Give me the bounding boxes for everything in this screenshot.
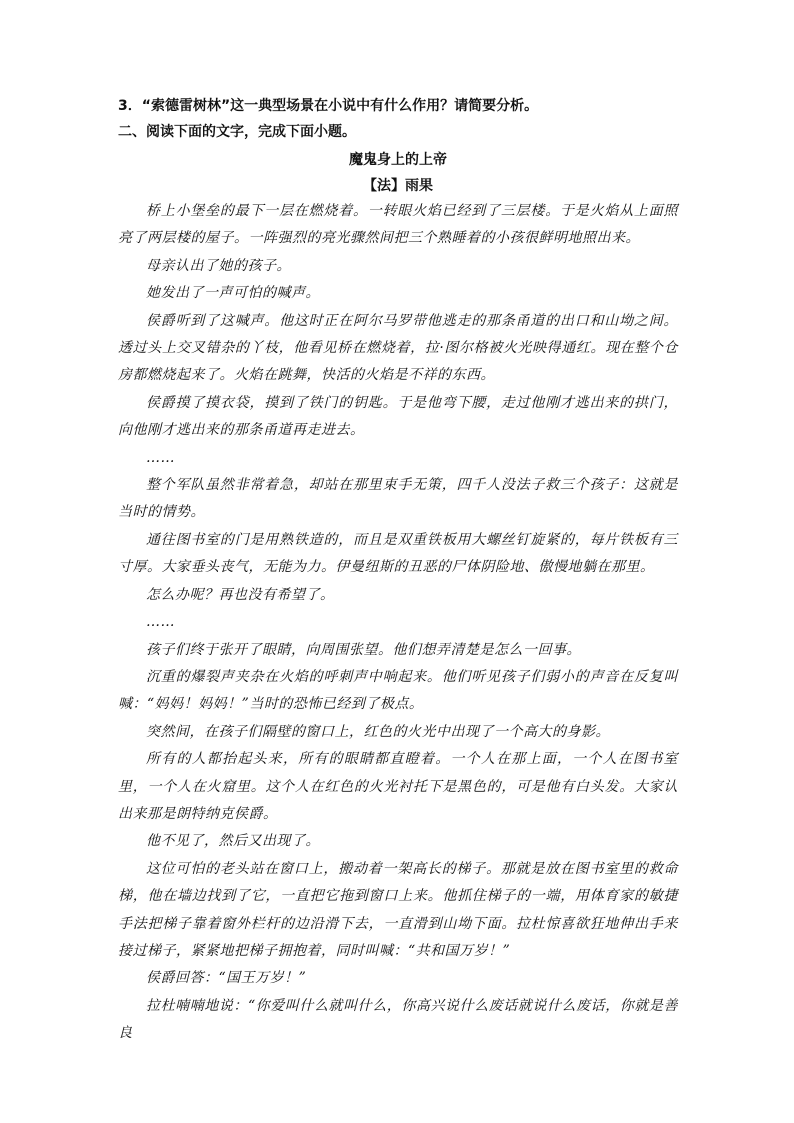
paragraph: 孩子们终于张开了眼睛，向周围张望。他们想弄清楚是怎么一回事。 — [146, 641, 581, 658]
paragraph: 突然间，在孩子们隔壁的窗口上，红色的火光中出现了一个高大的身影。 — [146, 723, 610, 740]
section-heading: 二、阅读下面的文字，完成下面小题。 — [118, 124, 356, 140]
paragraph: 侯爵回答：“国王万岁！” — [146, 970, 307, 987]
paragraph: 整个军队虽然非常着急，却站在那里束手无策，四千人没法子救三个孩子：这就是当时的情势。 — [118, 477, 678, 521]
paragraph: 拉杜喃喃地说：“你爱叫什么就叫什么，你高兴说什么废话就说什么废话，你就是善良 — [118, 997, 678, 1042]
paragraph: 沉重的爆裂声夹杂在火焰的呼刺声中响起来。他们听见孩子们弱小的声音在反复叫喊：“妈妈！妈妈！”当时的恐怖已经到了极点。 — [118, 668, 678, 713]
ellipsis: …… — [146, 614, 175, 631]
paragraph: 她发出了一声可怕的喊声。 — [146, 285, 320, 302]
story-title: 魔鬼身上的上帝 — [349, 152, 447, 168]
ellipsis: …… — [146, 449, 175, 466]
paragraph: 所有的人都抬起头来，所有的眼睛都直瞪着。一个人在那上面，一个人在图书室里，一个人在火窟里。这个人在红色的火光衬托下是黑色的，可是他有白头发。大家认出来那是朗特纳克侯爵。 — [118, 751, 678, 822]
paragraph: 母亲认出了她的孩子。 — [146, 257, 291, 274]
paragraph: 通往图书室的门是用熟铁造的，而且是双重铁板用大螺丝钉旋紧的，每片铁板有三寸厚。大家垂头丧气，无能为力。伊曼纽斯的丑恶的尸体阴险地、傲慢地躺在那里。 — [118, 531, 678, 576]
paragraph: 侯爵听到了这喊声。他这时正在阿尔马罗带他逃走的那条甬道的出口和山坳之间。透过头上交叉错杂的丫枝，他看见桥在燃烧着，拉·图尔格被火光映得通红。现在整个仓房都燃烧起来了。火焰在跳舞，快活的火焰是不祥的东西。 — [118, 312, 678, 384]
story-body — [118, 198, 678, 1048]
paragraph: 这位可怕的老头站在窗口上，搬动着一架高长的梯子。那就是放在图书室里的救命梯，他在墙边找到了它，一直把它拖到窗口上来。他抓住梯子的一端，用体育家的敏捷手法把梯子靠着窗外栏杆的边沿滑下去，一直滑到山坳下面。拉杜惊喜欲狂地伸出手来接过梯子，紧紧地把梯子拥抱着，同时叫喊：“共和国万岁！” — [118, 860, 678, 959]
paragraph: 他不见了，然后又出现了。 — [146, 833, 320, 850]
story-author: 【法】雨果 — [363, 178, 433, 194]
paragraph: 桥上小堡垒的最下一层在燃烧着。一转眼火焰已经到了三层楼。于是火焰从上面照亮了两层楼的屋子。一阵强烈的亮光骤然间把三个熟睡着的小孩很鲜明地照出来。 — [118, 203, 678, 247]
paragraph: 侯爵摸了摸衣袋，摸到了铁门的钥匙。于是他弯下腰，走过他刚才逃出来的拱门，向他刚才逃出来的那条甬道再走进去。 — [118, 394, 678, 439]
paragraph: 怎么办呢？再也没有希望了。 — [146, 586, 335, 603]
question-3: 3．“索德雷树林”这一典型场景在小说中有什么作用？请简要分析。 — [118, 98, 539, 114]
